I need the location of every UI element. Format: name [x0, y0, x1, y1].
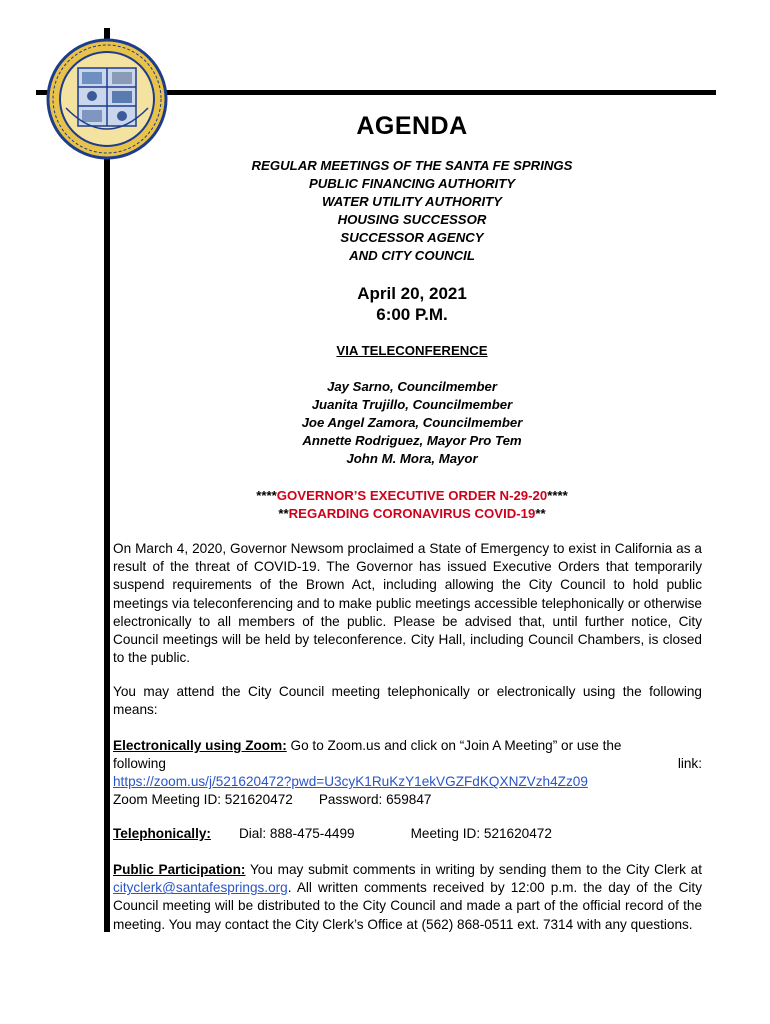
via-teleconference: VIA TELECONFERENCE: [336, 343, 488, 358]
asterisks: **: [278, 506, 289, 521]
zoom-meeting-id: Zoom Meeting ID: 521620472: [113, 792, 293, 807]
zoom-line-3: [113, 773, 702, 791]
zoom-line-1: [113, 737, 702, 755]
phone-meeting-id: Meeting ID: 521620472: [410, 826, 552, 841]
phone-dial: Dial: 888-475-4499: [238, 826, 355, 841]
body-line: WATER UTILITY AUTHORITY: [322, 194, 502, 209]
city-seal-logo: [46, 38, 168, 160]
public-text-2: . All written comments received by 12:00 p.m. the day of the City Council meeting will be distributed to the City Council and made a part of the official record of the meeting. You may contact the City Clerk’s Office at (562) 868-0511 ext. 7314 with any questions.: [113, 880, 702, 932]
meeting-datetime: [112, 283, 712, 325]
meeting-date: April 20, 2021: [357, 284, 467, 303]
zoom-text: Go to Zoom.us and click on “Join A Meeting” or use the: [286, 738, 622, 753]
body-line: HOUSING SUCCESSOR: [337, 212, 487, 227]
council-members: [112, 378, 712, 468]
attend-paragraph: You may attend the City Council meeting telephonically or electronically using the following means:: [113, 684, 702, 718]
meeting-time: 6:00 P.M.: [376, 305, 448, 324]
zoom-label: Electronically using Zoom:: [113, 738, 287, 753]
body-line: REGULAR MEETINGS OF THE SANTA FE SPRINGS: [251, 158, 573, 173]
executive-order-notice: [112, 487, 712, 523]
zoom-credentials: [113, 791, 702, 809]
phone-section: [113, 825, 702, 843]
intro-paragraph: On March 4, 2020, Governor Newsom proclaimed a State of Emergency to exist in California as a result of the threat of COVID-19. The Governor has issued Executive Orders that temporarily suspend requirements of the Brown Act, including allowing the City Council to hold public meetings via teleconferencing and to make public meetings accessible telephonically or otherwise electronically to all members of the public. Please be advised that, until further notice, City Council meetings will be held by teleconference. City Hall, including Council Chambers, is closed to the public.: [113, 541, 702, 666]
body-line: AND CITY COUNCIL: [349, 248, 475, 263]
member-line: Joe Angel Zamora, Councilmember: [301, 415, 523, 430]
public-participation: [113, 861, 702, 934]
body-line: PUBLIC FINANCING AUTHORITY: [308, 176, 516, 191]
member-line: John M. Mora, Mayor: [346, 451, 478, 466]
zoom-link[interactable]: https://zoom.us/j/521620472?pwd=U3cyK1RuKzY1ekVGZFdKQXNZVzh4Zz09: [113, 774, 588, 790]
asterisks: ****: [547, 488, 568, 503]
public-text-1: You may submit comments in writing by sending them to the City Clerk at: [245, 862, 702, 877]
member-line: Annette Rodriguez, Mayor Pro Tem: [302, 433, 522, 448]
meeting-bodies: [112, 157, 712, 265]
member-line: Juanita Trujillo, Councilmember: [311, 397, 513, 412]
body-line: SUCCESSOR AGENCY: [340, 230, 484, 245]
exec-order-title: GOVERNOR’S EXECUTIVE ORDER N-29-20: [276, 488, 548, 503]
zoom-line-2: [113, 755, 702, 773]
left-vertical-rule: [104, 28, 110, 932]
following-word: following: [113, 756, 166, 772]
asterisks: **: [535, 506, 546, 521]
zoom-password: Password: 659847: [318, 792, 432, 807]
clerk-email-link[interactable]: cityclerk@santafesprings.org: [113, 880, 288, 896]
zoom-section: [113, 737, 702, 792]
page-title: AGENDA: [356, 112, 468, 140]
asterisks: ****: [256, 488, 277, 503]
exec-line-1: [112, 487, 712, 505]
covid-title: REGARDING CORONAVIRUS COVID-19: [288, 506, 536, 521]
link-word: link:: [677, 756, 702, 772]
phone-label: Telephonically:: [113, 826, 211, 841]
exec-line-2: [112, 505, 712, 523]
member-line: Jay Sarno, Councilmember: [326, 379, 498, 394]
public-label: Public Participation:: [113, 862, 246, 877]
